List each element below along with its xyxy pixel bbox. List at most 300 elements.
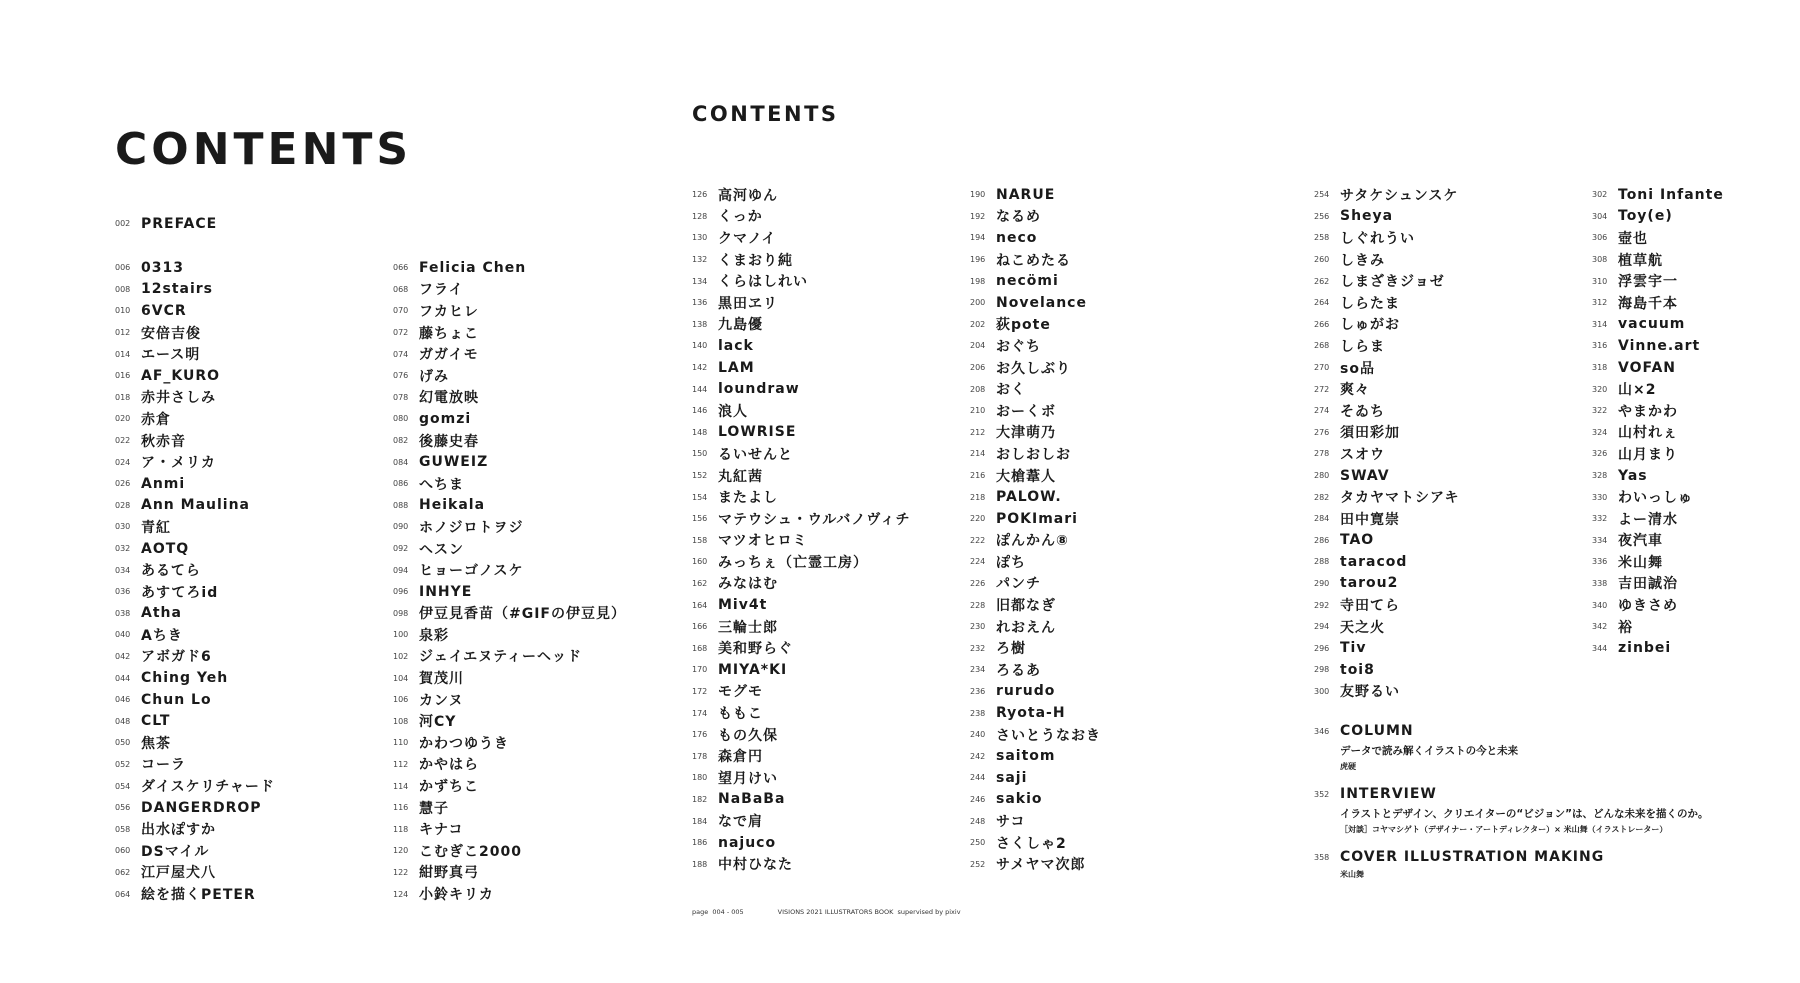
toc-entry[interactable] [115,710,395,732]
page-number: 020 [115,414,131,424]
toc-entry[interactable] [692,551,972,573]
artist-name: 黒田ヱリ [718,295,778,312]
toc-entry[interactable] [115,603,395,625]
toc-entry[interactable] [1314,249,1594,271]
toc-entry[interactable] [1314,400,1594,422]
toc-entry[interactable] [970,616,1250,638]
artist-name: Yas [1618,467,1648,484]
artist-name: フカヒレ [419,303,479,320]
toc-entry[interactable] [1592,422,1800,444]
page-number: 096 [393,587,409,597]
page-number: 146 [692,406,708,416]
section-title: COLUMN [1340,723,1414,739]
toc-entry[interactable] [1592,206,1800,228]
artist-name: MIYA*KI [718,661,788,678]
artist-name: 0313 [141,259,184,276]
toc-entry[interactable] [970,184,1250,206]
toc-entry[interactable] [1592,594,1800,616]
artist-name: 幻電放映 [419,390,479,407]
toc-entry[interactable] [692,789,972,811]
toc-entry[interactable] [970,335,1250,357]
page-number: 168 [692,643,708,653]
artist-name: Anmi [141,475,186,492]
toc-column-2 [393,257,673,905]
page-number: 290 [1314,578,1330,588]
toc-entry[interactable] [393,818,673,840]
toc-entry[interactable] [970,659,1250,681]
page-number: 344 [1592,643,1608,653]
toc-entry[interactable] [970,400,1250,422]
page-number: 352 [1314,789,1330,799]
toc-entry[interactable] [692,594,972,616]
toc-entry[interactable] [1592,378,1800,400]
page-number: 070 [393,306,409,316]
artist-name: 友野るい [1340,684,1400,701]
toc-entry[interactable] [115,495,395,517]
toc-entry[interactable] [115,430,395,452]
toc-entry[interactable] [393,775,673,797]
toc-entry[interactable] [1314,616,1594,638]
artist-name: NARUE [996,186,1056,203]
toc-entry[interactable] [692,486,972,508]
toc-entry[interactable] [970,810,1250,832]
toc-entry[interactable] [692,400,972,422]
artist-name: rurudo [996,683,1056,700]
toc-entry[interactable] [1314,486,1594,508]
page-number: 312 [1592,298,1608,308]
page-number: 304 [1592,211,1608,221]
toc-entry[interactable] [970,357,1250,379]
toc-entry[interactable] [970,443,1250,465]
toc-entry[interactable] [115,797,395,819]
page-title-right: CONTENTS [692,102,839,126]
artist-name: またよし [718,490,778,507]
toc-entry[interactable] [115,516,395,538]
toc-entry[interactable] [393,862,673,884]
artist-name: SWAV [1340,467,1390,484]
page-number: 082 [393,436,409,446]
page-number: 112 [393,759,409,769]
toc-entry[interactable] [692,270,972,292]
toc-entry[interactable] [970,573,1250,595]
toc-entry[interactable] [393,495,673,517]
toc-entry[interactable] [970,508,1250,530]
artist-name: 河CY [419,714,457,731]
toc-entry[interactable] [692,184,972,206]
toc-entry[interactable] [1314,594,1594,616]
artist-name: Chun Lo [141,691,212,708]
toc-entry[interactable] [692,465,972,487]
page-number: 258 [1314,233,1330,243]
page-number: 120 [393,846,409,856]
page-number: 260 [1314,255,1330,265]
artist-name: AF_KURO [141,367,221,384]
toc-entry[interactable] [692,702,972,724]
toc-entry[interactable] [692,637,972,659]
toc-entry[interactable] [970,270,1250,292]
toc-entry[interactable] [393,797,673,819]
toc-entry[interactable] [115,538,395,560]
page-number: 012 [115,328,131,338]
toc-entry[interactable] [692,767,972,789]
toc-entry[interactable] [115,279,395,301]
toc-entry[interactable] [115,257,395,279]
toc-entry-preface[interactable] [115,213,217,235]
special-section[interactable] [1314,783,1784,837]
artist-name: こむぎこ2000 [419,843,522,860]
page-number: 122 [393,867,409,877]
toc-entry[interactable] [393,365,673,387]
page-number: 176 [692,730,708,740]
toc-entry[interactable] [970,789,1250,811]
toc-entry[interactable] [115,473,395,495]
toc-entry[interactable] [970,249,1250,271]
section-credit: 米山舞 [1340,870,1364,879]
toc-entry[interactable] [393,257,673,279]
toc-entry[interactable] [1592,465,1800,487]
page-number: 148 [692,427,708,437]
artist-name: Atha [141,605,182,622]
artist-name: 田中寛崇 [1340,511,1400,528]
toc-entry[interactable] [115,343,395,365]
toc-entry[interactable] [1592,637,1800,659]
toc-entry[interactable] [115,451,395,473]
toc-entry[interactable] [692,357,972,379]
toc-entry[interactable] [1592,573,1800,595]
toc-entry[interactable] [115,624,395,646]
toc-entry[interactable] [115,667,395,689]
toc-entry[interactable] [393,387,673,409]
special-section[interactable] [1314,720,1784,774]
toc-entry[interactable] [970,702,1250,724]
toc-entry[interactable] [1314,681,1594,703]
page-number: 292 [1314,600,1330,610]
toc-entry[interactable] [393,624,673,646]
toc-entry[interactable] [970,422,1250,444]
page-number: 022 [115,436,131,446]
page-number: 232 [970,643,986,653]
toc-entry[interactable] [393,343,673,365]
toc-entry[interactable] [970,314,1250,336]
toc-entry[interactable] [1314,637,1594,659]
toc-entry[interactable] [1592,400,1800,422]
toc-entry[interactable] [970,853,1250,875]
artist-name: 大津萌乃 [996,425,1056,442]
page-number: 062 [115,867,131,877]
toc-entry[interactable] [393,710,673,732]
toc-entry[interactable] [1592,616,1800,638]
toc-entry[interactable] [692,422,972,444]
page-number: 010 [115,306,131,316]
artist-name: 中村ひなた [718,857,793,874]
toc-entry[interactable] [692,292,972,314]
toc-entry[interactable] [970,594,1250,616]
toc-entry[interactable] [393,667,673,689]
toc-entry[interactable] [970,767,1250,789]
toc-entry[interactable] [1314,357,1594,379]
toc-entry[interactable] [393,840,673,862]
toc-entry[interactable] [692,573,972,595]
artist-name: ろ樹 [996,641,1026,658]
toc-entry[interactable] [970,530,1250,552]
toc-entry[interactable] [692,508,972,530]
page-number: 102 [393,651,409,661]
toc-entry[interactable] [692,810,972,832]
toc-entry[interactable] [970,486,1250,508]
toc-entry[interactable] [1592,227,1800,249]
toc-entry[interactable] [393,451,673,473]
toc-entry[interactable] [970,832,1250,854]
toc-column-3 [692,184,972,875]
toc-entry[interactable] [1314,465,1594,487]
toc-entry[interactable] [393,516,673,538]
page-number: 190 [970,190,986,200]
page-number: 140 [692,341,708,351]
toc-entry[interactable] [692,745,972,767]
toc-entry[interactable] [1592,270,1800,292]
toc-entry[interactable] [393,689,673,711]
page-number: 220 [970,514,986,524]
toc-entry[interactable] [393,322,673,344]
page-number: 014 [115,349,131,359]
special-section[interactable] [1314,846,1784,882]
toc-entry[interactable] [115,754,395,776]
artist-name: Toni Infante [1618,186,1724,203]
artist-name: さいとうなおき [996,727,1101,744]
toc-entry[interactable] [393,754,673,776]
toc-entry[interactable] [115,689,395,711]
toc-entry[interactable] [692,681,972,703]
toc-entry[interactable] [1592,249,1800,271]
toc-entry[interactable] [970,378,1250,400]
toc-entry[interactable] [1592,335,1800,357]
artist-name: 秋赤音 [141,433,186,450]
artist-name: くらはしれい [718,274,808,291]
toc-entry[interactable] [115,559,395,581]
artist-name: なで肩 [718,814,763,831]
toc-entry[interactable] [393,430,673,452]
toc-entry[interactable] [692,249,972,271]
artist-name: もの久保 [718,727,778,744]
artist-name: ヘスン [419,541,464,558]
toc-entry[interactable] [115,646,395,668]
toc-entry[interactable] [1314,530,1594,552]
toc-entry[interactable] [1592,508,1800,530]
artist-name: TAO [1340,532,1375,549]
artist-name: toi8 [1340,661,1375,678]
toc-entry[interactable] [692,853,972,875]
toc-entry[interactable] [692,616,972,638]
page-number: 088 [393,500,409,510]
artist-name: あすてろid [141,584,219,601]
page-number: 028 [115,500,131,510]
page-number: 198 [970,276,986,286]
page-number: 340 [1592,600,1608,610]
toc-entry[interactable] [692,314,972,336]
page-number: 106 [393,695,409,705]
toc-entry[interactable] [115,883,395,905]
toc-entry[interactable] [1314,422,1594,444]
artist-name: 後藤史春 [419,433,479,450]
toc-entry[interactable] [393,646,673,668]
page-number: 302 [1592,190,1608,200]
page-number: 178 [692,751,708,761]
artist-name: 旧都なぎ [996,598,1056,615]
toc-entry[interactable] [115,775,395,797]
toc-entry[interactable] [1592,530,1800,552]
artist-name: Toy(e) [1618,208,1673,225]
toc-entry[interactable] [970,637,1250,659]
toc-entry[interactable] [692,378,972,400]
toc-entry[interactable] [692,832,972,854]
toc-entry[interactable] [115,300,395,322]
toc-entry[interactable] [1314,659,1594,681]
toc-entry[interactable] [970,551,1250,573]
toc-entry[interactable] [970,745,1250,767]
artist-name: サタケシュンスケ [1340,187,1459,204]
artist-name: 浪人 [718,403,748,420]
page-number: 224 [970,557,986,567]
page-number: 092 [393,544,409,554]
artist-name: 賀茂川 [419,671,464,688]
toc-entry[interactable] [393,732,673,754]
toc-entry[interactable] [1314,508,1594,530]
section-heading [1314,783,1784,805]
artist-name: Aちき [141,627,183,644]
toc-entry[interactable] [115,732,395,754]
toc-entry[interactable] [115,322,395,344]
toc-entry[interactable] [393,279,673,301]
toc-entry[interactable] [393,538,673,560]
page-number: 314 [1592,319,1608,329]
page-number: 128 [692,211,708,221]
page-number: 316 [1592,341,1608,351]
artist-name: 浮雲宇一 [1618,274,1678,291]
artist-name: れおえん [996,619,1056,636]
toc-entry[interactable] [692,530,972,552]
page-number: 200 [970,298,986,308]
toc-entry[interactable] [1314,206,1594,228]
toc-entry[interactable] [1592,486,1800,508]
page-number: 154 [692,492,708,502]
toc-entry[interactable] [393,581,673,603]
artist-name: げみ [419,368,449,385]
artist-name: 泉彩 [419,627,449,644]
artist-name: 江戸屋犬八 [141,865,216,882]
artist-name: 九島優 [718,317,763,334]
artist-name: 吉田誠治 [1618,576,1678,593]
page-number: 334 [1592,535,1608,545]
artist-name: わいっしゅ [1618,490,1693,507]
page-number: 186 [692,838,708,848]
toc-entry[interactable] [692,206,972,228]
toc-entry[interactable] [1592,314,1800,336]
artist-name: しゅがお [1340,317,1400,334]
toc-entry[interactable] [692,443,972,465]
toc-entry[interactable] [1314,551,1594,573]
toc-entry[interactable] [970,465,1250,487]
page-number: 206 [970,363,986,373]
artist-name: najuco [718,834,777,851]
page-number: 034 [115,565,131,575]
toc-entry[interactable] [115,365,395,387]
page-number: 202 [970,319,986,329]
page-number: 230 [970,622,986,632]
toc-entry[interactable] [692,724,972,746]
artist-name: Felicia Chen [419,259,527,276]
artist-name: くっか [718,209,763,226]
toc-entry[interactable] [115,408,395,430]
toc-entry[interactable] [393,603,673,625]
toc-entry[interactable] [115,862,395,884]
page-number: 126 [692,190,708,200]
toc-entry[interactable] [393,883,673,905]
toc-entry[interactable] [970,292,1250,314]
toc-entry[interactable] [1592,184,1800,206]
toc-entry[interactable] [692,659,972,681]
toc-entry[interactable] [970,227,1250,249]
toc-entry[interactable] [970,681,1250,703]
toc-entry[interactable] [1314,227,1594,249]
toc-entry[interactable] [115,581,395,603]
toc-entry[interactable] [970,206,1250,228]
toc-entry[interactable] [115,840,395,862]
toc-entry[interactable] [1314,270,1594,292]
toc-entry[interactable] [1592,551,1800,573]
toc-entry[interactable] [692,335,972,357]
artist-name: ガガイモ [419,347,479,364]
toc-entry[interactable] [393,300,673,322]
toc-entry[interactable] [970,724,1250,746]
artist-name: vacuum [1618,316,1686,333]
page-number: 342 [1592,622,1608,632]
page-number: 002 [115,219,131,229]
page-number: 264 [1314,298,1330,308]
toc-entry[interactable] [1592,443,1800,465]
footer [692,908,961,916]
page-number: 244 [970,773,986,783]
toc-entry[interactable] [692,227,972,249]
artist-name: クマノイ [718,230,777,247]
toc-entry[interactable] [393,408,673,430]
page-number: 298 [1314,665,1330,675]
toc-entry[interactable] [1592,292,1800,314]
toc-entry[interactable] [1314,378,1594,400]
page-number: 170 [692,665,708,675]
artist-name: GUWEIZ [419,454,489,471]
toc-entry[interactable] [1314,335,1594,357]
artist-name: お久しぶり [996,360,1071,377]
page-number: 210 [970,406,986,416]
page-number: 256 [1314,211,1330,221]
artist-name: DSマイル [141,843,210,860]
toc-entry[interactable] [115,387,395,409]
toc-entry[interactable] [1314,443,1594,465]
toc-entry[interactable] [1314,184,1594,206]
toc-entry[interactable] [393,473,673,495]
toc-entry[interactable] [1592,357,1800,379]
artist-name: パンチ [996,576,1041,593]
toc-entry[interactable] [1314,573,1594,595]
toc-entry[interactable] [1314,314,1594,336]
artist-name: そゐち [1340,403,1385,420]
artist-name: おく [996,382,1026,399]
toc-entry[interactable] [115,818,395,840]
toc-entry[interactable] [1314,292,1594,314]
page-number: 250 [970,838,986,848]
page-number: 296 [1314,643,1330,653]
toc-entry[interactable] [393,559,673,581]
